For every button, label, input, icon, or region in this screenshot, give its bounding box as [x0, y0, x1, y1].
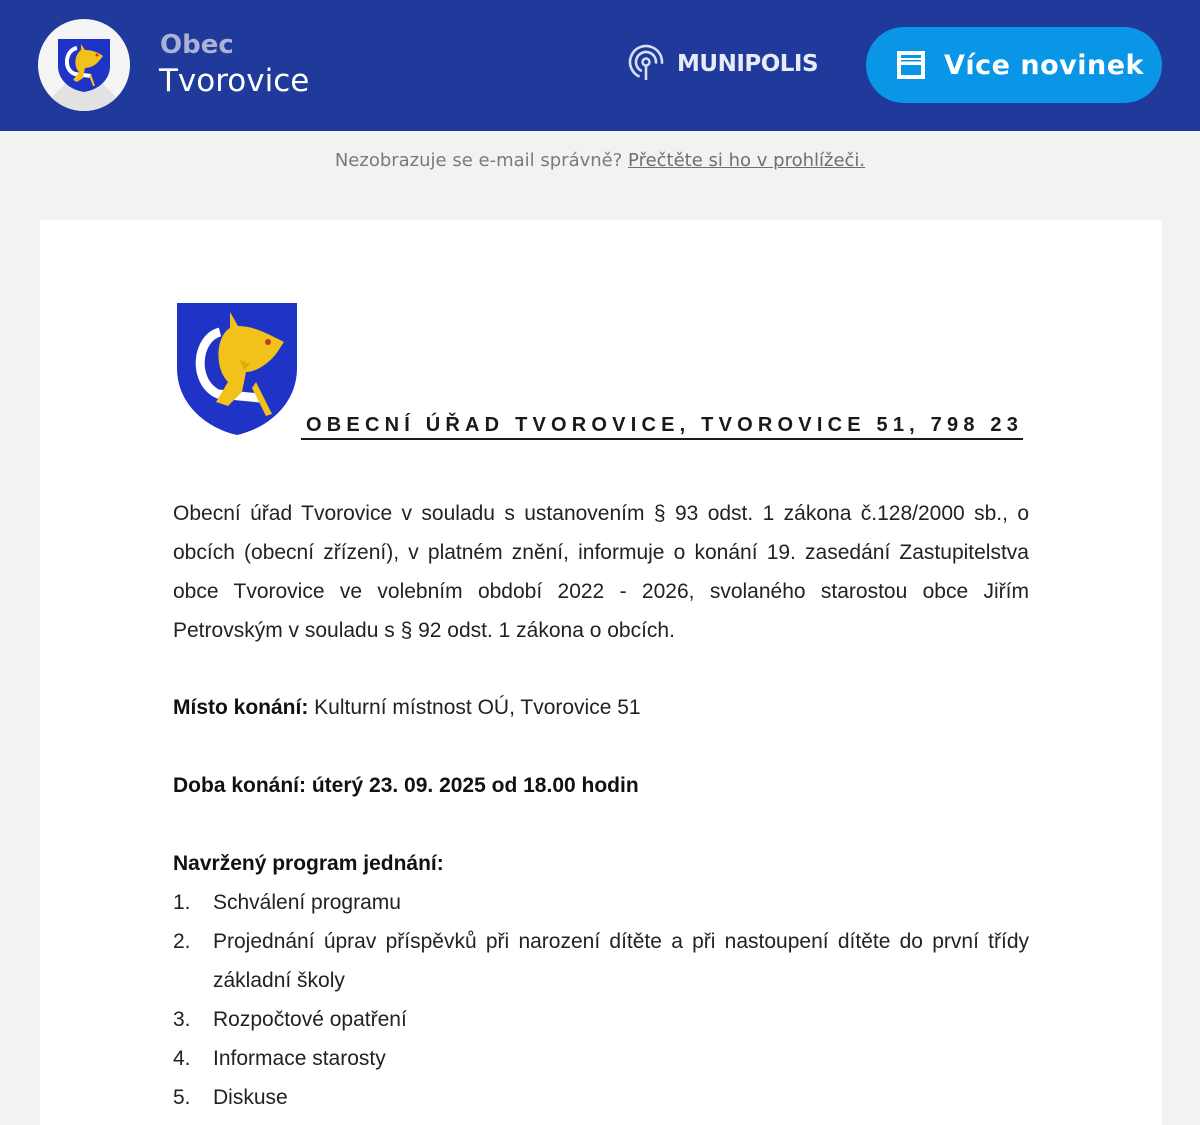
view-in-browser-link[interactable]: Přečtěte si ho v prohlížeči. — [628, 150, 866, 171]
email-header — [0, 0, 1200, 131]
agenda-title — [173, 852, 444, 876]
meeting-time — [173, 774, 639, 798]
time-label: Doba konání: úterý 23. 09. 2025 od 18.00 hodin — [173, 774, 639, 797]
agenda-number: 4. — [173, 1047, 191, 1070]
agenda-number: 2. — [173, 930, 191, 953]
municipality-logo[interactable] — [38, 19, 130, 111]
view-in-browser-bar — [0, 150, 1200, 171]
meeting-place — [173, 696, 641, 720]
brand-small-label: Obec — [160, 30, 234, 60]
munipolis-logo[interactable] — [627, 44, 818, 84]
munipolis-label: MUNIPOLIS — [677, 51, 819, 77]
agenda-number: 3. — [173, 1008, 191, 1031]
agenda-number: 1. — [173, 891, 191, 914]
more-news-button[interactable] — [866, 27, 1162, 103]
agenda-text: Informace starosty — [213, 1047, 386, 1070]
brand-name: Tvorovice — [159, 63, 310, 99]
document-coat-of-arms-icon — [176, 302, 298, 436]
agenda-text: Diskuse — [213, 1086, 288, 1109]
agenda-text: Rozpočtové opatření — [213, 1008, 407, 1031]
newspaper-icon — [896, 50, 926, 80]
agenda-number: 5. — [173, 1086, 191, 1109]
agenda-title-text: Navržený program jednání: — [173, 852, 444, 875]
place-label: Místo konání: — [173, 696, 309, 719]
place-value: Kulturní místnost OÚ, Tvorovice 51 — [308, 696, 641, 719]
more-news-label: Více novinek — [944, 49, 1144, 81]
document-intro: Obecní úřad Tvorovice v souladu s ustanovením § 93 odst. 1 zákona č.128/2000 sb., o obcích (obecní zřízení), v platném znění, informuje o konání 19. zasedání Zastupitelstva obce Tvorovice ve volebním období 2022 - 2026, svolaného starostou obce Jiřím Petrovským v souladu s § 92 odst. 1 zákona o obcích. — [173, 502, 1029, 642]
preheader-text: Nezobrazuje se e-mail správně? — [334, 150, 623, 171]
agenda-text: Schválení programu — [213, 891, 401, 914]
coat-of-arms-icon — [55, 36, 113, 94]
document-heading: OBECNÍ ÚŘAD TVOROVICE, TVOROVICE 51, 798 23 — [301, 414, 1023, 440]
agenda-text: Projednání úprav příspěvků při narození dítěte a při nastoupení dítěte do první třídy základní školy — [213, 930, 1029, 992]
broadcast-signal-icon — [627, 44, 665, 84]
